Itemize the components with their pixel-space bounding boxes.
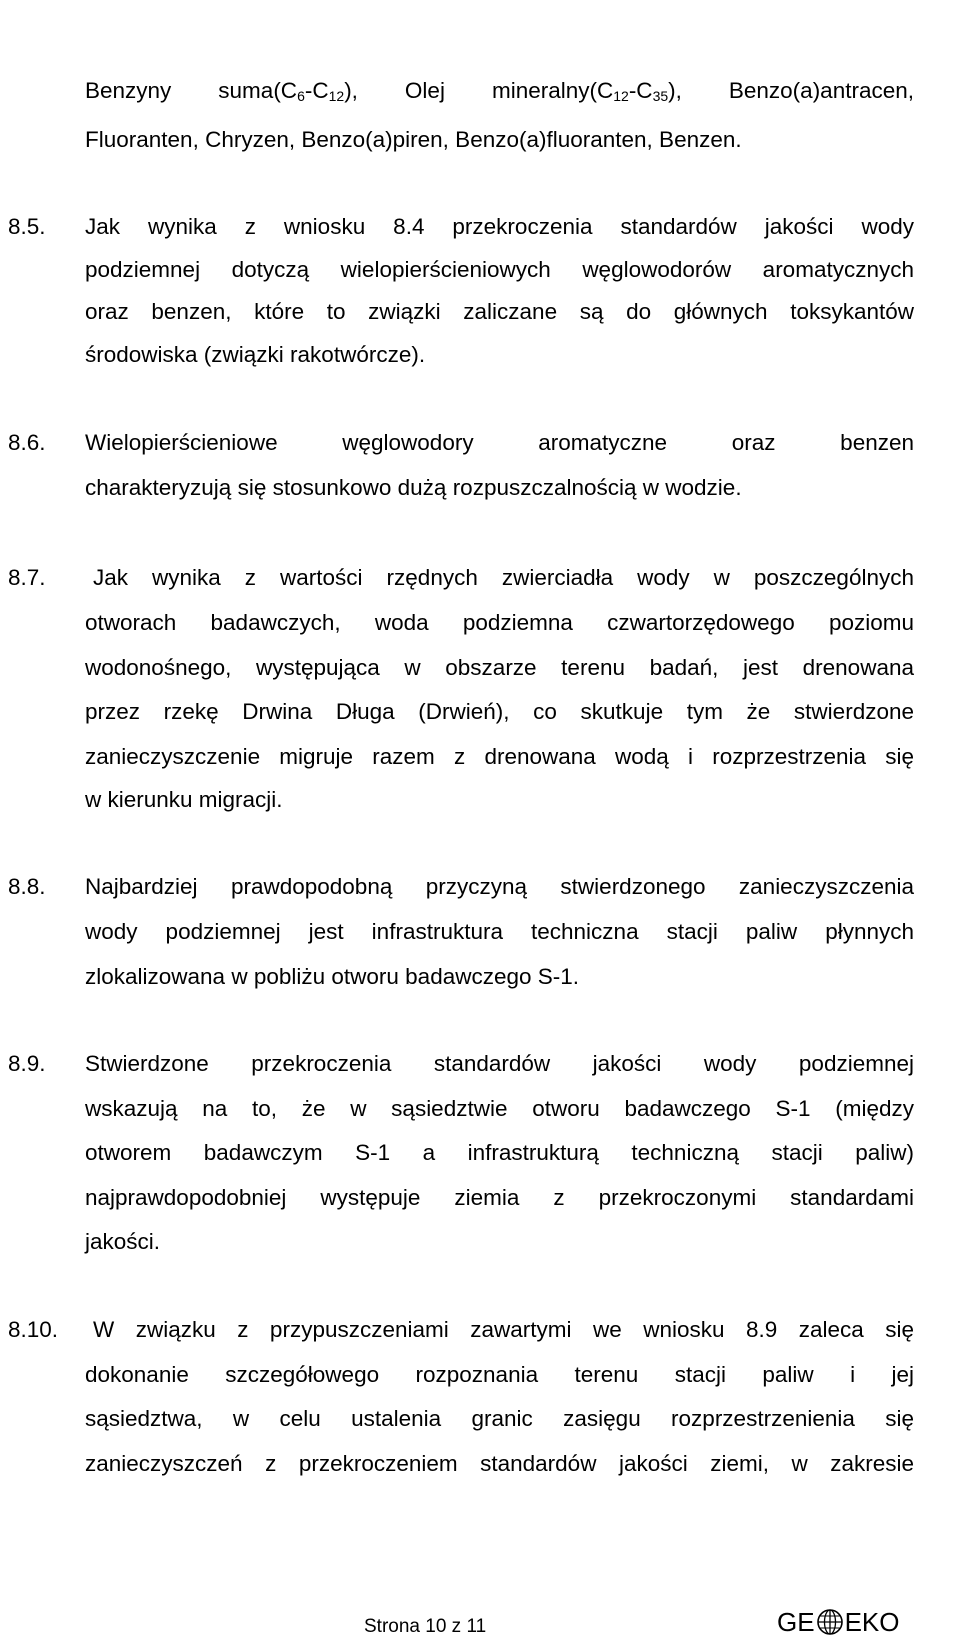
- logo-text-left: GE: [777, 1607, 815, 1637]
- paragraph-8-9-line-5: jakości.: [85, 1229, 161, 1254]
- paragraph-8-9-line-2: wskazują na to, że w sąsiedztwie otworu badawczego S-1 (między: [85, 1096, 914, 1121]
- paragraph-8-8-line-1: 8.8. Najbardziej prawdopodobną przyczyną stwierdzonego zanieczyszczenia: [8, 874, 914, 899]
- paragraph-8-6-line-1: 8.6. Wielopierścieniowe węglowodory aromatyczne oraz benzen: [8, 430, 914, 455]
- paragraph-number: 8.7.: [8, 565, 46, 590]
- paragraph-number: 8.8.: [8, 874, 46, 899]
- paragraph-8-6-line-2: charakteryzują się stosunkowo dużą rozpuszczalnością w wodzie.: [85, 475, 742, 500]
- paragraph-8-8-line-2: wody podziemnej jest infrastruktura techniczna stacji paliw płynnych: [85, 919, 914, 944]
- paragraph-number: 8.10.: [8, 1317, 59, 1342]
- paragraph-number: 8.9.: [8, 1051, 46, 1076]
- paragraph-8-7-line-6: w kierunku migracji.: [85, 787, 283, 812]
- paragraph-8-5-line-3: oraz benzen, które to związki zaliczane są do głównych toksykantów: [85, 299, 914, 324]
- paragraph-8-5-line-2: podziemnej dotyczą wielopierścieniowych węglowodorów aromatycznych: [85, 257, 914, 282]
- globe-icon: [816, 1608, 844, 1636]
- paragraph-number: 8.6.: [8, 430, 46, 455]
- paragraph-8-5-line-4: środowiska (związki rakotwórcze).: [85, 342, 426, 367]
- paragraph-8-9-line-3: otworem badawczym S-1 a infrastrukturą techniczną stacji paliw): [85, 1140, 914, 1165]
- paragraph-8-7-line-4: przez rzekę Drwina Długa (Drwień), co skutkuje tym że stwierdzone: [85, 699, 914, 724]
- paragraph-8-7-line-2: otworach badawczych, woda podziemna czwartorzędowego poziomu: [85, 610, 914, 635]
- paragraph-8-10-line-3: sąsiedztwa, w celu ustalenia granic zasięgu rozprzestrzenienia się: [85, 1406, 914, 1431]
- paragraph-8-8-line-3: zlokalizowana w pobliżu otworu badawczego S-1.: [85, 964, 580, 989]
- paragraph-8-9-line-1: 8.9. Stwierdzone przekroczenia standardów jakości wody podziemnej: [8, 1051, 914, 1076]
- paragraph-number: 8.5.: [8, 214, 46, 239]
- paragraph-8-10-line-2: dokonanie szczegółowego rozpoznania terenu stacji paliw i jej: [85, 1362, 914, 1387]
- paragraph-8-7-line-5: zanieczyszczenie migruje razem z drenowana wodą i rozprzestrzenia się: [85, 744, 914, 769]
- logo-text-right: EKO: [844, 1607, 900, 1637]
- paragraph-8-7-line-1: 8.7. Jak wynika z wartości rzędnych zwierciadła wody w poszczególnych: [8, 565, 914, 590]
- intro-line-1: Benzyny $suma(C_6-C_{12})$, Olej $mineralny(C_{12}-C_{35})$, Benzo(a)antracen,: [85, 78, 914, 104]
- paragraph-8-9-line-4: najprawdopodobniej występuje ziemia z przekroczonymi standardami: [85, 1185, 914, 1210]
- page-number: Strona 10 z 11: [364, 1616, 487, 1637]
- intro-line-2: Fluoranten, Chryzen, Benzo(a)piren, Benzo(a)fluoranten, Benzen.: [85, 127, 742, 152]
- paragraph-8-10-line-1: 8.10. W związku z przypuszczeniami zawartymi we wniosku 8.9 zaleca się: [8, 1317, 914, 1342]
- paragraph-8-10-line-4: zanieczyszczeń z przekroczeniem standardów jakości ziemi, w zakresie: [85, 1451, 914, 1476]
- company-logo: [777, 1607, 900, 1637]
- paragraph-8-7-line-3: wodonośnego, występująca w obszarze terenu badań, jest drenowana: [85, 655, 914, 680]
- paragraph-8-5-line-1: 8.5. Jak wynika z wniosku 8.4 przekroczenia standardów jakości wody: [8, 214, 914, 239]
